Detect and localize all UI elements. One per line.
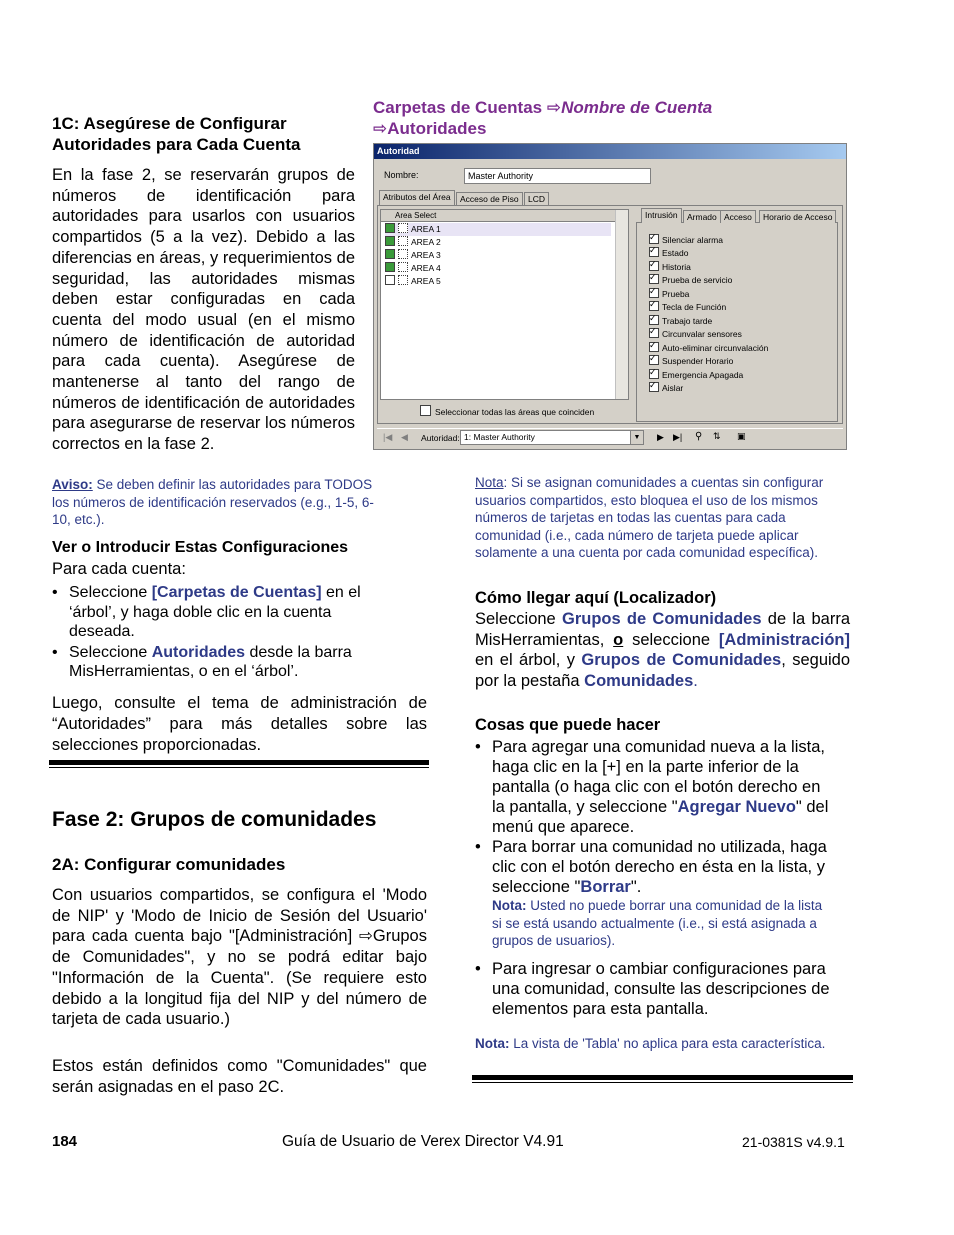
area-icon: [398, 236, 408, 246]
link-agregar-nuevo[interactable]: Agregar Nuevo: [677, 798, 796, 816]
link-borrar[interactable]: Borrar: [580, 878, 631, 896]
bullet-carpetas: • Seleccione [Carpetas de Cuentas] en el ‘árbol’, y haga doble clic en la cuenta deseada.: [52, 583, 392, 642]
link-grupos-comunidades[interactable]: Grupos de Comunidades: [561, 610, 762, 628]
area-row-4[interactable]: AREA 4: [385, 262, 441, 275]
check-row[interactable]: ✓Circunvalar sensores: [649, 328, 742, 341]
cosas-bullets: [475, 737, 835, 1019]
prev-record-icon[interactable]: ◀: [401, 432, 408, 442]
screenshot-caption: Carpetas de Cuentas ⇨Nombre de Cuenta ⇨Autoridades: [373, 98, 713, 138]
bullet-autoridades: • Seleccione Autoridades desde la barra MisHerramientas, o en el ‘árbol’.: [52, 643, 392, 682]
check-row[interactable]: ✓Aislar: [649, 382, 683, 395]
link-carpetas[interactable]: [Carpetas de Cuentas]: [151, 584, 322, 601]
fase2-title: Fase 2: Grupos de comunidades: [52, 808, 377, 831]
para-cada: Para cada cuenta:: [52, 560, 186, 578]
paragraph-2b: Estos están definidos como "Comunidades" que serán asignadas en el paso 2C.: [52, 1057, 427, 1096]
tab-acceso-piso[interactable]: Acceso de Piso: [456, 192, 523, 205]
paragraph-2a: Con usuarios compartidos, se configura el 'Modo de NIP' y 'Modo de Inicio de Sesión del Usuario' para cada cuenta bajo "[Administración] ⇨Grupos de Comunidades", y no se podrá editar bajo "Información de la Cuenta". (Se requiere esto debido a la longitud fija del NIP y del número de tarjeta de cada usuario.): [52, 886, 427, 1029]
list-scrollbar[interactable]: [615, 210, 628, 399]
link-grupos-comunidades-2[interactable]: Grupos de Comunidades: [581, 651, 782, 670]
footer-title: Guía de Usuario de Verex Director V4.91: [282, 1133, 564, 1150]
heading-ver: Ver o Introducir Estas Configuraciones: [52, 539, 349, 556]
autoridad-window: [373, 143, 847, 450]
aviso-label: Aviso:: [52, 477, 93, 492]
section-rule-left: [49, 760, 429, 765]
paragraph-luego: Luego, consulte el tema de administración de “Autoridades” para más detalles sobre las selecciones proporcionadas.: [52, 694, 427, 754]
check-row[interactable]: ✓Estado: [649, 247, 688, 260]
tab-armado[interactable]: Armado: [683, 210, 721, 223]
check-row[interactable]: ✓Historia: [649, 261, 691, 274]
ver-bullets: [52, 583, 392, 682]
next-record-icon[interactable]: ▶: [657, 432, 664, 442]
check-row[interactable]: ✓Silenciar alarma: [649, 234, 723, 247]
area-listbox[interactable]: [380, 209, 629, 400]
last-record-icon[interactable]: ▶|: [673, 432, 683, 442]
nombre-label: Nombre:: [384, 170, 419, 180]
print-icon[interactable]: ▣: [737, 431, 746, 441]
check-row[interactable]: ✓Trabajo tarde: [649, 315, 712, 328]
heading-cosas: Cosas que puede hacer: [475, 716, 661, 734]
area-icon: [398, 223, 408, 233]
tab-atributos[interactable]: Atributos del Área: [379, 190, 455, 205]
area-row-1[interactable]: AREA 1: [385, 223, 611, 236]
check-row[interactable]: ✓Tecla de Función: [649, 301, 726, 314]
area-icon: [398, 262, 408, 272]
bottom-toolbar: [377, 428, 843, 447]
tab-horario-acceso[interactable]: Horario de Acceso: [759, 210, 836, 223]
page-number: 184: [52, 1133, 78, 1150]
chevron-down-icon[interactable]: ▼: [630, 431, 643, 444]
nota-borrar: Nota: Usted no puede borrar una comunidad de la lista si se está usando actualmente (i.e., si está asignada a grupos de usuarios).: [492, 898, 823, 948]
tab-lcd[interactable]: LCD: [524, 192, 549, 205]
nota-comunidades: Nota: Si se asignan comunidades a cuentas sin configurar usuarios compartidos, esto bloquea el uso de los mismos números de tarjetas en todas las cuentas para cada comunidad (i.e., cada número de tarjeta puede aplicar solamente a una cuenta por cada comunidad específica).: [475, 475, 824, 560]
sort-icon[interactable]: ⇅: [713, 431, 721, 441]
find-icon[interactable]: ⚲: [695, 431, 703, 442]
heading-2a: 2A: Configurar comunidades: [52, 855, 286, 874]
check-row[interactable]: ✓Prueba: [649, 288, 689, 301]
select-all-icon: [420, 405, 431, 416]
tab-intrusion[interactable]: Intrusión: [641, 208, 682, 223]
bullet-ingresar: • Para ingresar o cambiar configuraciones para una comunidad, consulte las descripciones de elementos para esta pantalla.: [475, 959, 835, 1019]
paragraph-como: Seleccione Grupos de Comunidades de la barra MisHerramientas, o seleccione [Administración] en el árbol, y Grupos de Comunidades, seguido por la pestaña Comunidades.: [475, 610, 851, 691]
window-titlebar: Autoridad: [374, 144, 846, 159]
select-all-button[interactable]: Seleccionar todas las áreas que coinciden: [420, 405, 594, 418]
aviso-note: [52, 476, 392, 529]
section-rule-right: [472, 1075, 853, 1080]
nota-tabla: Nota: La vista de 'Tabla' no aplica para esta característica.: [475, 1036, 826, 1051]
nombre-input[interactable]: Master Authority: [464, 168, 651, 184]
check-row[interactable]: ✓Emergencia Apagada: [649, 369, 743, 382]
heading-1c: 1C: Asegúrese de Configurar Autoridades para Cada Cuenta: [52, 114, 301, 154]
area-row-3[interactable]: AREA 3: [385, 249, 441, 262]
link-autoridades[interactable]: Autoridades: [151, 643, 246, 661]
area-list-header: Area Select: [381, 210, 616, 222]
footer-doc: 21-0381S v4.9.1: [742, 1134, 845, 1150]
o-emphasis: o: [613, 630, 624, 649]
area-icon: [398, 249, 408, 259]
area-row-2[interactable]: AREA 2: [385, 236, 441, 249]
area-row-5[interactable]: AREA 5: [385, 275, 441, 288]
check-row[interactable]: ✓Auto-eliminar circunvalación: [649, 342, 768, 355]
nav-label: Autoridad:: [421, 433, 460, 443]
first-record-icon[interactable]: |◀: [383, 432, 393, 442]
aviso-text: Se deben definir las autoridades para TODOS los números de identificación reservados (e.g., 1-5, 6-10, etc.).: [52, 477, 374, 527]
link-administracion[interactable]: [Administración]: [718, 630, 850, 649]
paragraph-1c: En la fase 2, se reservarán grupos de números de identificación para autoridades para usarlos con usuarios compartidos (5 a la vez). Debido a las diferencias en áreas, y requerimientos de seguridad, las autoridades mismas deben estar configuradas en cada cuenta del modo usual (en el mismo número de identificación de autoridad para cada cuenta). Asegúrese de mantenerse al tanto del rango de números de identificación de autoridades para asegurarse de reservar los números correctos en la fase 2.: [52, 166, 355, 454]
tab-acceso[interactable]: Acceso: [720, 210, 756, 223]
area-checkbox[interactable]: [385, 223, 395, 233]
nav-select[interactable]: 1: Master Authority ▼: [460, 430, 644, 445]
left-column: [52, 113, 427, 155]
heading-como: Cómo llegar aquí (Localizador): [475, 589, 717, 607]
bullet-agregar: • Para agregar una comunidad nueva a la lista, haga clic en la [+] en la parte inferior de la pantalla (o haga clic con el botón derecho en la pantalla, y seleccione "Agregar Nuevo" del menú que aparece.: [475, 737, 835, 837]
check-row[interactable]: ✓Suspender Horario: [649, 355, 733, 368]
check-row[interactable]: ✓Prueba de servicio: [649, 274, 732, 287]
link-comunidades[interactable]: Comunidades: [584, 672, 694, 691]
area-icon: [398, 275, 408, 285]
bullet-borrar: • Para borrar una comunidad no utilizada, haga clic con el botón derecho en ésta en la lista, y seleccione "Borrar". Nota: Usted no puede borrar una comunidad de la lista si se está usando actualmente (i.e., si está asignada a grupos de usuarios).: [475, 837, 835, 950]
nota-label: Nota: [475, 475, 504, 490]
